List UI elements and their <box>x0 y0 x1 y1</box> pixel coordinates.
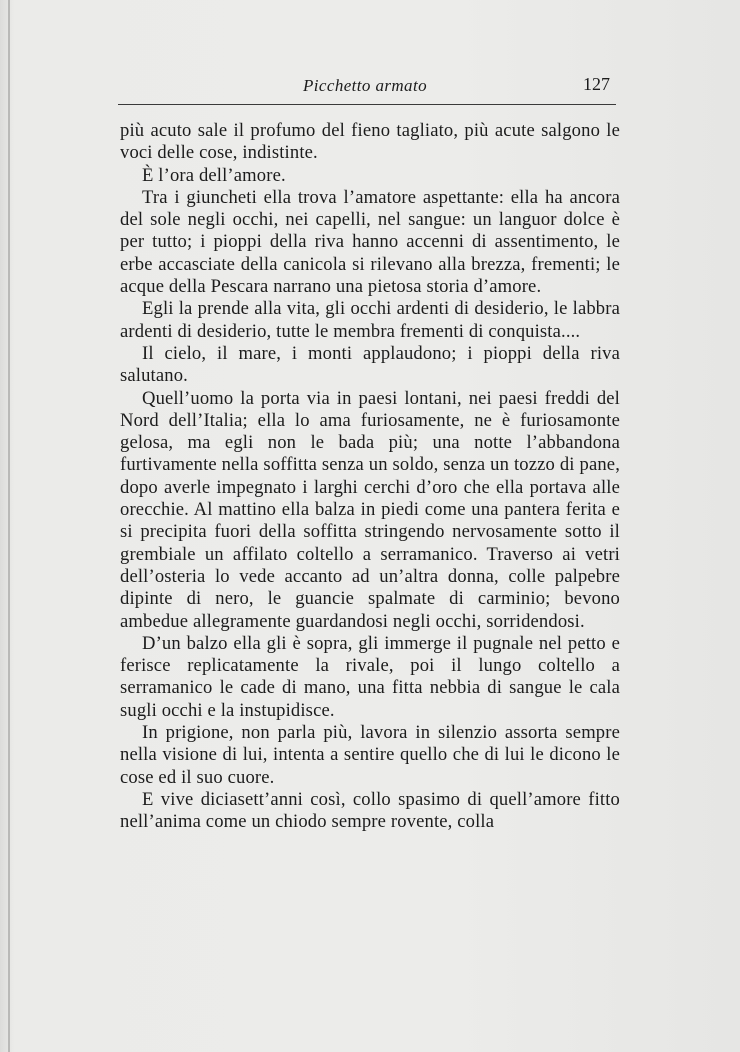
paragraph: più acuto sale il profumo del fieno tagliato, più acute salgono le voci delle cose, indistinte. <box>120 120 620 164</box>
paragraph: Il cielo, il mare, i monti applaudono; i pioppi della riva salutano. <box>120 342 620 387</box>
page-header <box>118 74 612 100</box>
page-number: 127 <box>583 74 610 94</box>
paragraph: Egli la prende alla vita, gli occhi ardenti di desiderio, le labbra ardenti di desiderio, tutte le membra frementi di conquista.... <box>120 298 620 342</box>
paragraph: È l’ora dell’amore. <box>142 164 286 186</box>
paragraph: Tra i giuncheti ella trova l’amatore aspettante: ella ha ancora del sole negli occhi, nei capelli, nel sangue: un languor dolce è per tutto; i pioppi della riva hanno accenni di assentimento, le erbe accasciate della canicola si rilevano alla brezza, frementi; le acque della Pescara narrano una pietosa storia d’amore. <box>120 186 620 298</box>
paragraph: D’un balzo ella gli è sopra, gli immerge il pugnale nel petto e ferisce replicatamente la rivale, poi il lungo coltello a serramanico le cade di mano, una fitta nebbia di sangue le cala sugli occhi e la instupidisce. <box>120 632 620 721</box>
paragraph: Quell’uomo la porta via in paesi lontani, nei paesi freddi del Nord dell’Italia; ella lo ama furiosamente, ne è furiosamonte gelosa, ma egli non le bada più; una notte l’abbandona furtivamente nella soffitta senza un soldo, senza un tozzo di pane, dopo averle impegnato i larghi cerchi d’oro che ella portava alle orecchie. Al mattino ella balza in piedi come una pantera ferita e si precipita fuori della soffitta stringendo nervosamente sotto il grembiale un affilato coltello a serramanico. Traverso ai vetri dell’osteria lo vede accanto ad un’altra donna, colle palpebre dipinte di nero, le guancie spalmate di carminio; bevono ambedue allegramente guardandosi negli occhi, sorridendosi. <box>120 387 620 632</box>
paragraph: E vive diciasett’anni così, collo spasimo di quell’amore fitto nell’anima come un chiodo sempre rovente, colla <box>120 788 620 833</box>
paragraph: In prigione, non parla più, lavora in silenzio assorta sempre nella visione di lui, intenta a sentire quello che di lui le dicono le cose ed il suo cuore. <box>120 722 620 788</box>
page-edge-shadow <box>8 0 10 1052</box>
body-text <box>120 120 620 834</box>
running-title: Picchetto armato <box>303 76 427 95</box>
header-rule <box>118 104 616 105</box>
